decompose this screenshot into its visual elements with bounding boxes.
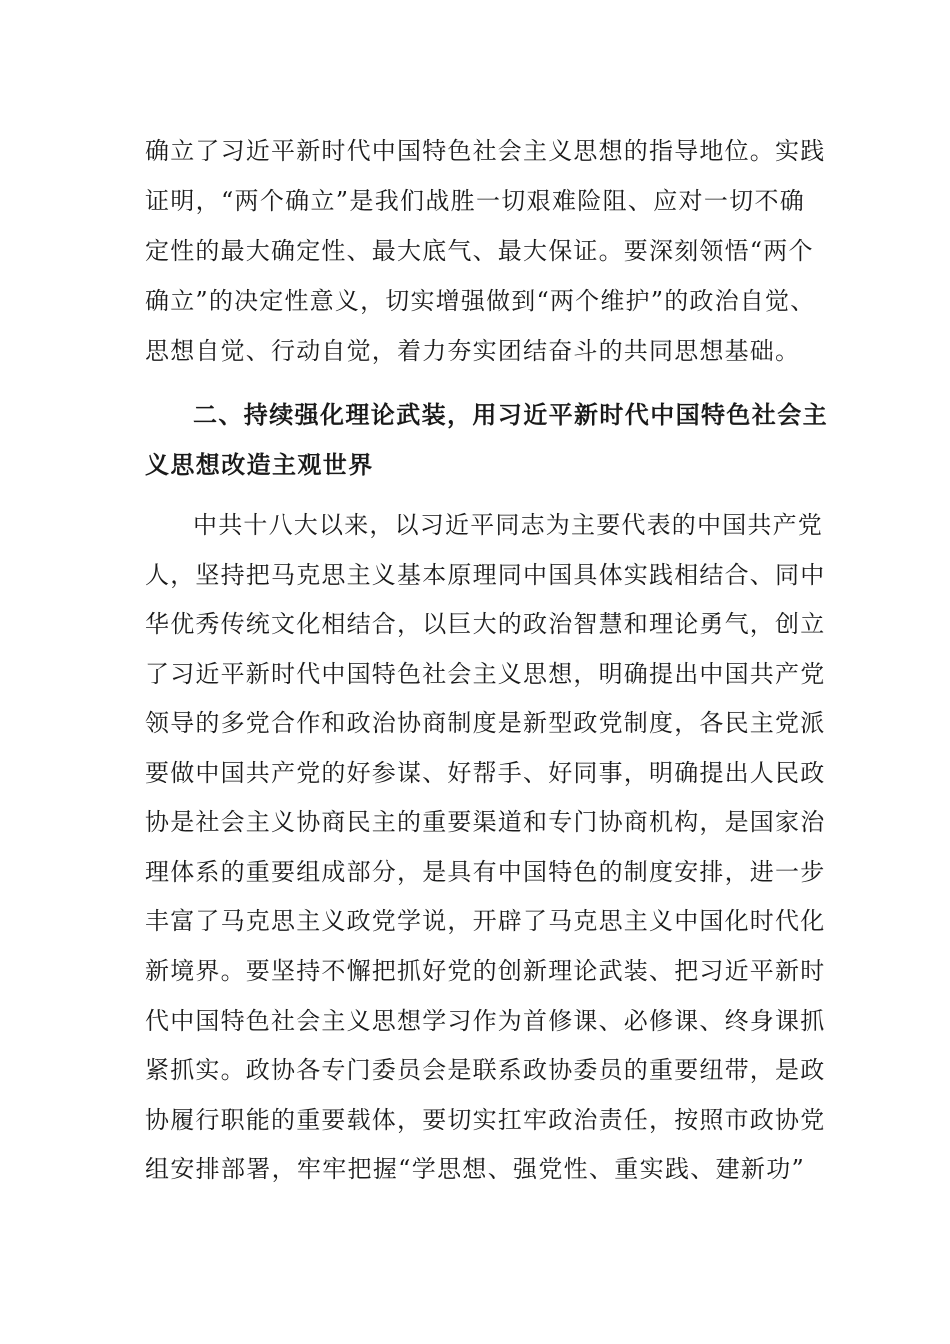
section-heading: 二、持续强化理论武装，用习近平新时代中国特色社会主 bbox=[193, 401, 828, 429]
paragraph-line: 领导的多党合作和政治协商制度是新型政党制度，各民主党派 bbox=[145, 709, 826, 737]
paragraph-line: 理体系的重要组成部分，是具有中国特色的制度安排，进一步 bbox=[145, 858, 826, 886]
paragraph-line: 要做中国共产党的好参谋、好帮手、好同事，明确提出人民政 bbox=[145, 759, 826, 787]
paragraph-line: 证明，“两个确立”是我们战胜一切艰难险阻、应对一切不确 bbox=[145, 187, 805, 215]
paragraph-line: 新境界。要坚持不懈把抓好党的创新理论武装、把习近平新时 bbox=[145, 957, 826, 985]
paragraph-line: 人，坚持把马克思主义基本原理同中国具体实践相结合、同中 bbox=[145, 561, 826, 589]
paragraph-line: 确立了习近平新时代中国特色社会主义思想的指导地位。实践 bbox=[145, 137, 826, 165]
paragraph-line: 思想自觉、行动自觉，着力夯实团结奋斗的共同思想基础。 bbox=[145, 337, 801, 365]
section-heading: 义思想改造主观世界 bbox=[145, 451, 374, 479]
paragraph-line: 中共十八大以来，以习近平同志为主要代表的中国共产党 bbox=[193, 511, 823, 539]
paragraph-line: 组安排部署，牢牢把握“学思想、强党性、重实践、建新功” bbox=[145, 1155, 805, 1183]
paragraph-line: 确立”的决定性意义，切实增强做到“两个维护”的政治自觉、 bbox=[145, 287, 816, 315]
paragraph-line: 协履行职能的重要载体，要切实扛牢政治责任，按照市政协党 bbox=[145, 1106, 826, 1134]
paragraph-line: 丰富了马克思主义政党学说，开辟了马克思主义中国化时代化 bbox=[145, 907, 826, 935]
paragraph-line: 华优秀传统文化相结合，以巨大的政治智慧和理论勇气，创立 bbox=[145, 610, 826, 638]
paragraph-line: 紧抓实。政协各专门委员会是联系政协委员的重要纽带，是政 bbox=[145, 1056, 826, 1084]
paragraph-line: 了习近平新时代中国特色社会主义思想，明确提出中国共产党 bbox=[145, 660, 826, 688]
paragraph-line: 定性的最大确定性、最大底气、最大保证。要深刻领悟“两个 bbox=[145, 237, 814, 265]
paragraph-line: 协是社会主义协商民主的重要渠道和专门协商机构，是国家治 bbox=[145, 808, 826, 836]
paragraph-line: 代中国特色社会主义思想学习作为首修课、必修课、终身课抓 bbox=[145, 1007, 826, 1035]
